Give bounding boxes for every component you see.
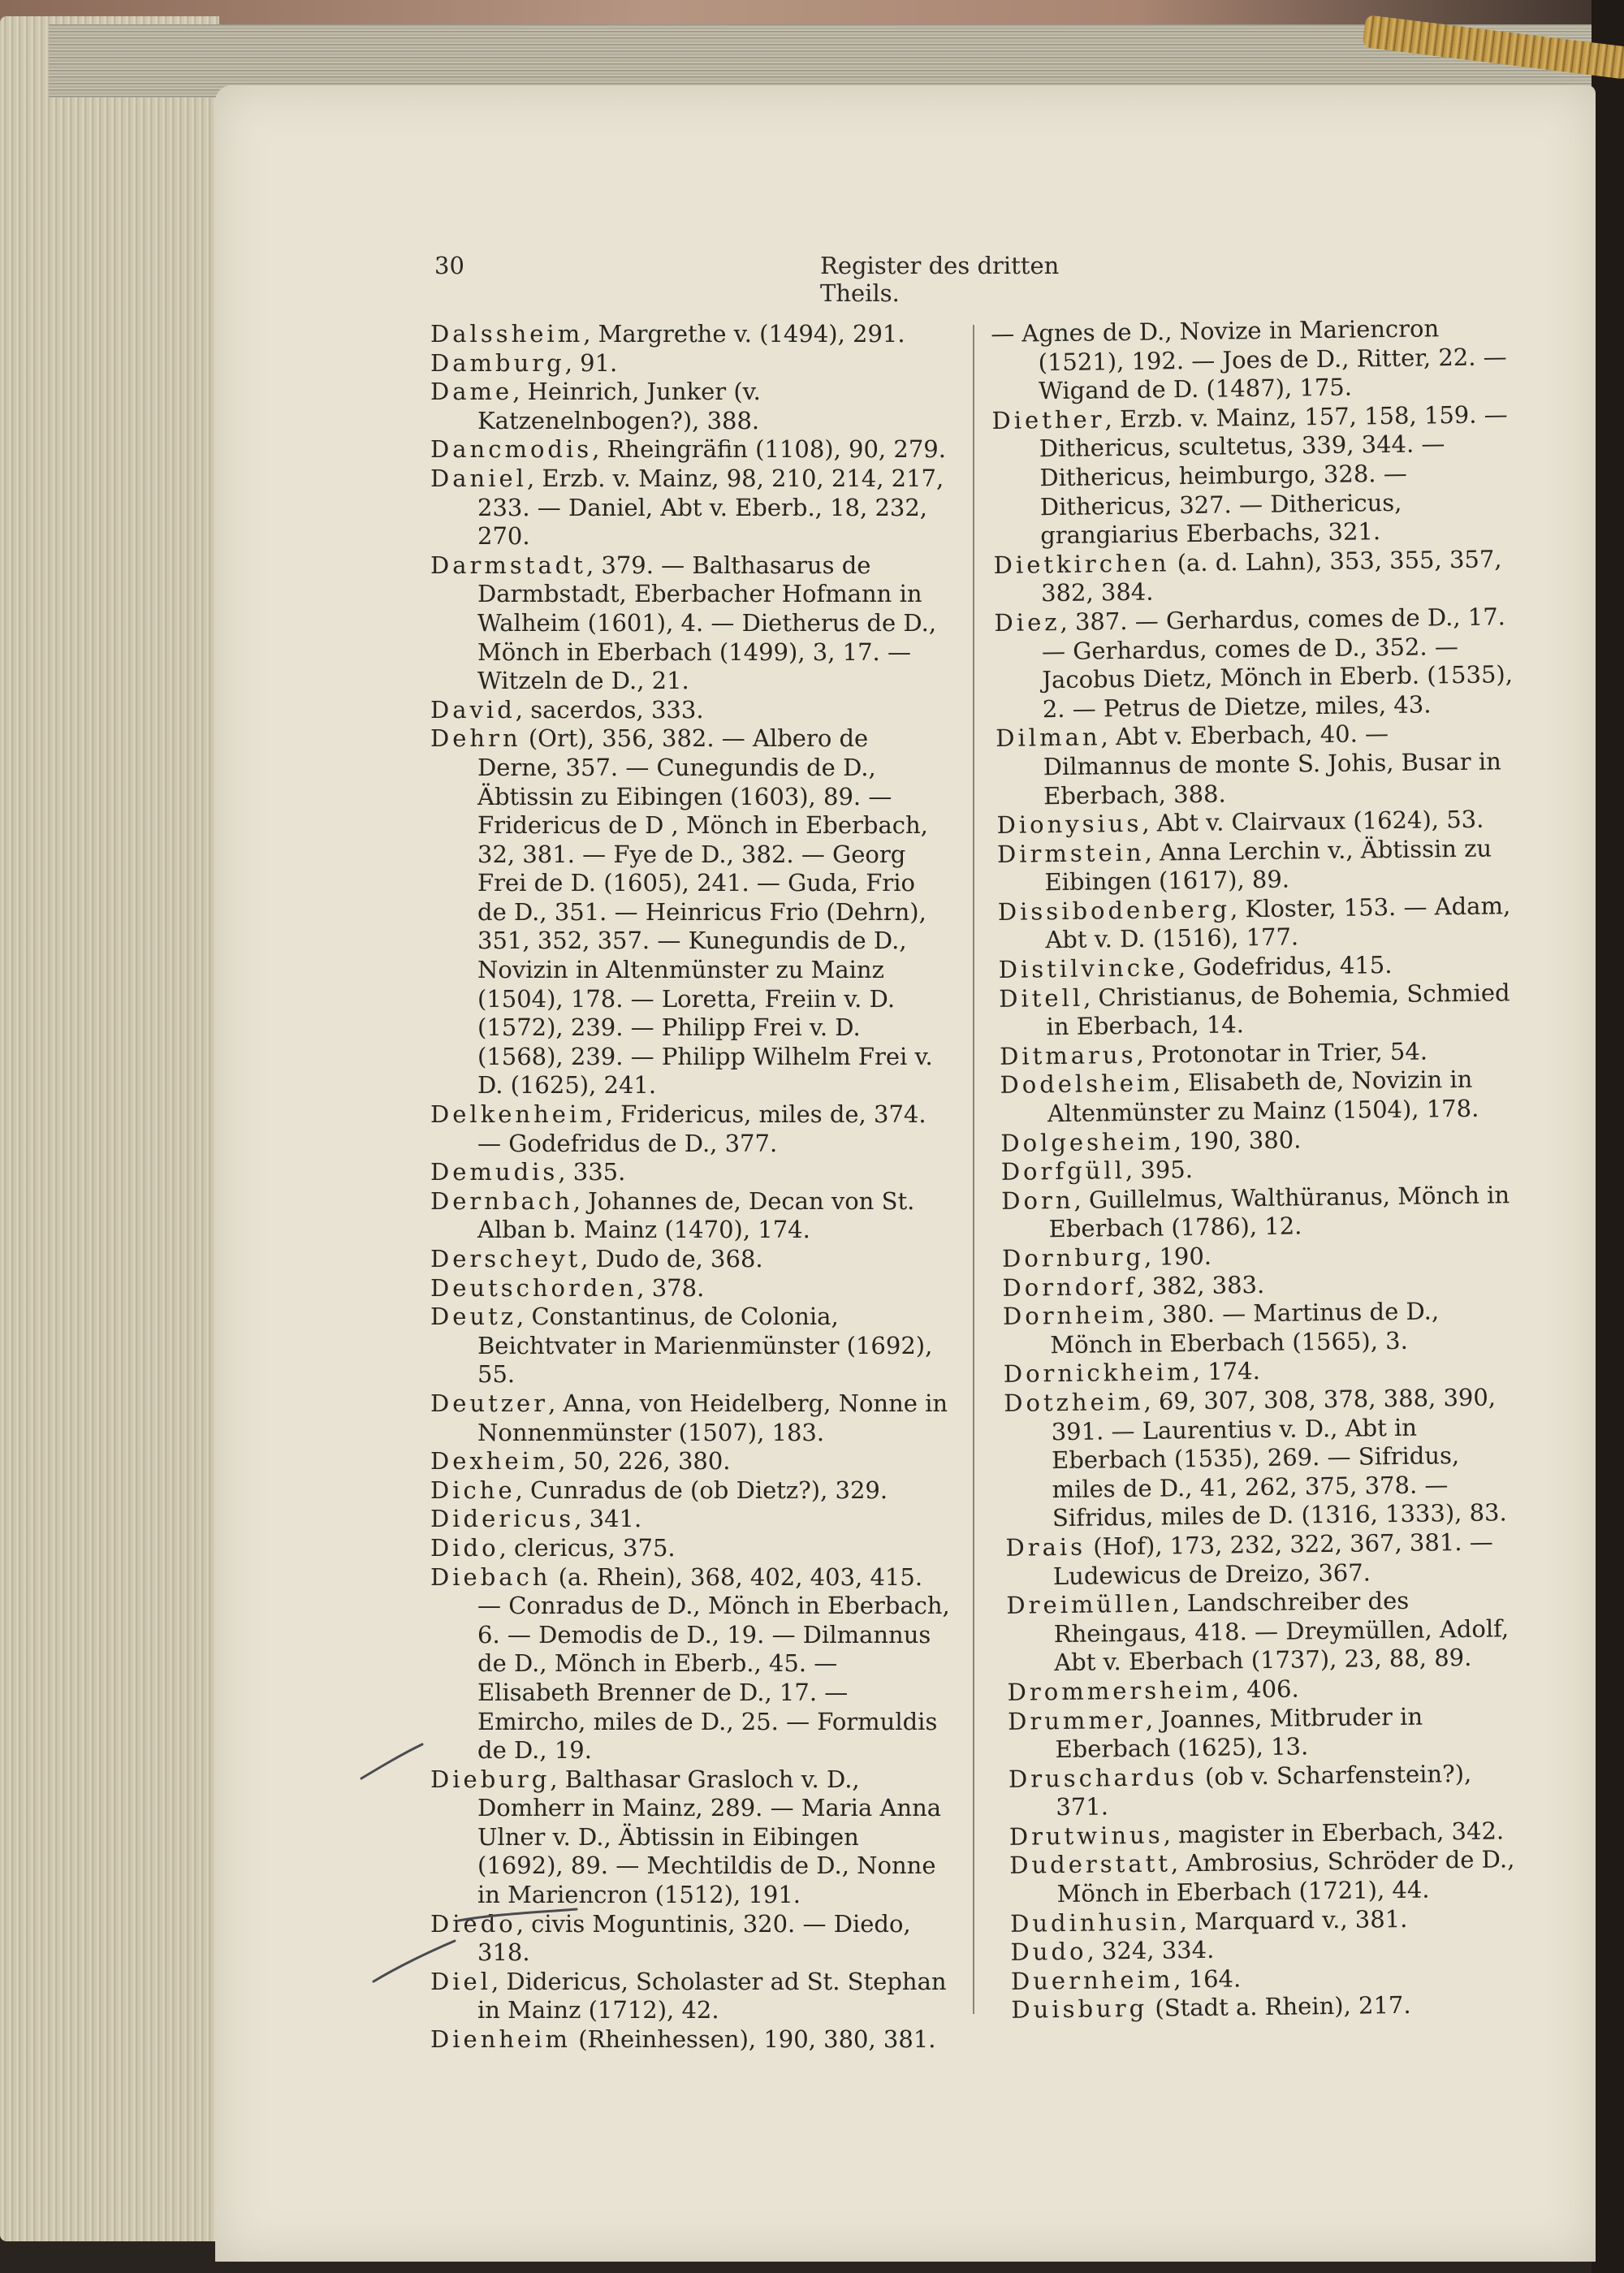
index-text: , Marquard v., 381.	[1179, 1904, 1408, 1935]
index-entry	[430, 1245, 950, 1274]
index-keyword: Daniel	[430, 464, 527, 492]
index-entry	[430, 551, 950, 696]
index-keyword: Dissibodenberg	[997, 895, 1231, 926]
index-text: (Ort), 356, 382. — Albero de Derne, 357. — Cunegundis de D., Äbtissin zu Eibingen (1603), 89. — Fridericus de D , Mönch in Eberbach, 32, 381. — Fye de D., 382. — Georg Frei de D. (1605), 241. — Guda, Frio de D., 351. — Heinricus Frio (Dehrn), 351, 352, 357. — Kunegundis de D., Novizin in Altenmünster zu Mainz (1504), 178. — Loretta, Freiin v. D. (1572), 239. — Philipp Frei v. D. (1568), 239. — Philipp Wilhelm Frei v. D. (1625), 241.	[477, 724, 933, 1100]
index-keyword: Dernbach	[430, 1186, 573, 1215]
index-keyword: Dorfgüll	[1000, 1156, 1126, 1186]
index-text: , Fridericus, miles de, 374. — Godefridus de D., 377.	[477, 1100, 926, 1157]
index-entry	[1009, 1846, 1530, 1910]
index-keyword: Didericus	[430, 1505, 575, 1533]
index-entry	[1006, 1585, 1527, 1679]
index-text: , Johannes de, Decan von St. Alban b. Mainz (1470), 174.	[477, 1186, 915, 1244]
index-keyword: David	[430, 695, 516, 724]
index-keyword: Drummer	[1007, 1705, 1147, 1735]
index-keyword: Duisburg	[1011, 1994, 1148, 2025]
index-keyword: Diez	[994, 607, 1060, 637]
index-text: , Abt v. Clairvaux (1624), 53.	[1142, 805, 1484, 837]
index-entry	[430, 1187, 950, 1245]
index-text: , 324, 334.	[1086, 1936, 1215, 1965]
index-text: , 387. — Gerhardus, comes de D., 17. — Gerhardus, comes de D., 352. — Jacobus Dietz, Mönch in Eberb. (1535), 2. — Petrus de Dietze, miles, 43.	[1041, 603, 1514, 723]
index-keyword: Dienheim	[430, 2025, 571, 2054]
index-keyword: Dancmodis	[430, 435, 593, 464]
index-keyword: Deutz	[430, 1303, 517, 1331]
index-entry	[991, 313, 1511, 407]
index-text: (a. Rhein), 368, 402, 403, 415. — Conradus de D., Mönch in Eberbach, 6. — Demodis de D., 19. — Dilmannus de D., Mönch in Eberb., 45. — Elisabeth Brenner de D., 17. — Emircho, miles de D., 25. — Formuldis de D., 19.	[477, 1562, 950, 1765]
index-entry	[998, 892, 1518, 956]
index-keyword: Druschardus	[1008, 1762, 1199, 1793]
index-entry	[1004, 1383, 1525, 1534]
index-keyword: Dehrn	[430, 724, 521, 753]
index-column-left	[430, 320, 950, 2055]
index-keyword: Dilman	[996, 723, 1101, 753]
index-entry	[430, 1505, 950, 1534]
index-text: , magister in Eberbach, 342.	[1163, 1817, 1505, 1849]
index-text: , Balthasar Grasloch v. D., Domherr in Mainz, 289. — Maria Anna Ulner v. D., Äbtissin in Eibingen (1692), 89. — Mechtildis de D., Nonne in Mariencron (1512), 191.	[477, 1765, 942, 1909]
index-keyword: Diether	[991, 405, 1105, 434]
pencil-mark-dieburg	[357, 1738, 430, 1787]
index-keyword: Damburg	[430, 348, 565, 377]
index-entry	[430, 465, 950, 551]
index-text: , 164.	[1173, 1964, 1242, 1994]
index-text: , 91.	[564, 348, 618, 377]
index-text: , 380. — Martinus de D., Mönch in Eberbach (1565), 3.	[1050, 1297, 1440, 1359]
index-keyword: Deutzer	[430, 1389, 549, 1417]
index-keyword: Dreimüllen	[1006, 1589, 1173, 1620]
index-keyword: Drais	[1005, 1532, 1086, 1562]
index-text: , Anna Lerchin v., Äbtissin zu Eibingen (1617), 89.	[1044, 834, 1492, 897]
index-text: , Rheingräfin (1108), 90, 279.	[592, 435, 946, 464]
index-keyword: Diebach	[430, 1562, 551, 1591]
index-text: , Cunradus de (ob Dietz?), 329.	[515, 1476, 888, 1504]
index-keyword: Deutschorden	[430, 1273, 637, 1302]
index-text: , Landschreiber des Rheingaus, 418. — Dreymüllen, Adolf, Abt v. Eberbach (1737), 23, 88, 89.	[1053, 1586, 1510, 1677]
index-text: , Erzb. v. Mainz, 157, 158, 159. — Dithericus, scultetus, 339, 344. — Dithericus, heimburgo, 328. — Dithericus, 327. — Dithericus, grangiarius Eberbachs, 321.	[1039, 400, 1508, 550]
index-text: , clericus, 375.	[499, 1533, 676, 1562]
index-text: , Dudo de, 368.	[581, 1245, 763, 1273]
index-column-right	[991, 313, 1531, 2025]
index-entry	[999, 979, 1519, 1043]
index-text: , Heinrich, Junker (v. Katzenelnbogen?), 388.	[477, 378, 761, 434]
index-text: , 395.	[1125, 1156, 1194, 1185]
index-entry	[1005, 1528, 1526, 1592]
index-keyword: Dotzheim	[1004, 1387, 1144, 1417]
index-text: , Ambrosius, Schröder de D., Mönch in Eberbach (1721), 44.	[1056, 1845, 1515, 1908]
index-text: , Margrethe v. (1494), 291.	[583, 320, 905, 348]
index-text: , Godefridus, 415.	[1177, 951, 1393, 982]
index-text: , 382, 383.	[1137, 1270, 1265, 1300]
index-text: , Kloster, 153. — Adam, Abt v. D. (1516), 177.	[1045, 892, 1511, 954]
index-text: (Hof), 173, 232, 322, 367, 381. — Ludewicus de Dreizo, 367.	[1052, 1528, 1493, 1590]
page-number: 30	[434, 252, 464, 279]
index-text: , civis Moguntinis, 320. — Diedo, 318.	[477, 1909, 911, 1967]
index-entry	[997, 834, 1518, 898]
index-keyword: Duernheim	[1010, 1965, 1174, 1995]
index-entry	[430, 1158, 950, 1187]
index-keyword: Diedo	[430, 1909, 516, 1938]
index-keyword: Distilvincke	[998, 953, 1178, 984]
index-text: (ob v. Scharfenstein?), 371.	[1056, 1759, 1472, 1821]
running-title: Register des dritten Theils.	[820, 252, 1060, 307]
index-text: , 341.	[574, 1505, 642, 1533]
index-keyword: Duderstatt	[1009, 1849, 1172, 1880]
index-text: , Constantinus, de Colonia, Beichtvater in Marienmünster (1692), 55.	[477, 1303, 933, 1389]
index-text: , Joannes, Mitbruder in Eberbach (1625), 13.	[1055, 1702, 1423, 1764]
index-keyword: Dolgesheim	[1000, 1126, 1174, 1157]
pencil-mark-diedo	[455, 1904, 585, 1929]
index-entry	[993, 545, 1514, 609]
index-entry	[430, 1303, 950, 1389]
index-text: , Anna, von Heidelberg, Nonne in Nonnenmünster (1507), 183.	[477, 1389, 948, 1446]
index-keyword: Dionysius	[996, 809, 1142, 840]
index-text: , 174.	[1192, 1357, 1261, 1386]
right-binding	[1592, 0, 1624, 2273]
index-entry	[430, 1534, 950, 1563]
index-keyword: Darmstadt	[430, 551, 586, 579]
index-text: , Protonotar in Trier, 54.	[1136, 1037, 1428, 1069]
index-entry	[1009, 1759, 1529, 1823]
index-keyword: Dorn	[1001, 1186, 1074, 1215]
index-text: , sacerdos, 333.	[515, 695, 704, 724]
index-entry	[430, 349, 950, 378]
index-entry	[430, 378, 950, 435]
index-keyword: Dudinhusin	[1009, 1907, 1180, 1938]
index-entry	[430, 724, 950, 1100]
running-head	[434, 252, 1133, 307]
index-keyword: Dornheim	[1002, 1300, 1148, 1331]
index-entry	[430, 1563, 950, 1765]
index-entry	[430, 435, 950, 465]
index-entry	[1001, 1181, 1522, 1245]
index-entry	[1003, 1296, 1523, 1360]
index-text: , Guillelmus, Walthüranus, Mönch in Eberbach (1786), 12.	[1048, 1181, 1510, 1243]
index-text: — Agnes de D., Novize in Mariencron (1521), 192. — Joes de D., Ritter, 22. — Wigand de D. (1487), 175.	[991, 314, 1507, 405]
index-keyword: Ditmarus	[999, 1040, 1137, 1070]
index-entry	[430, 1765, 950, 1910]
index-keyword: Dido	[430, 1533, 499, 1562]
index-keyword: Dornickheim	[1003, 1358, 1194, 1389]
index-text: , Abt v. Eberbach, 40. — Dilmannus de monte S. Johis, Busar in Eberbach, 388.	[1043, 719, 1502, 810]
index-keyword: Dalssheim	[430, 320, 584, 348]
index-keyword: Dodelsheim	[1000, 1069, 1173, 1100]
index-entry	[1000, 1065, 1520, 1130]
index-entry	[430, 1968, 950, 2025]
index-text: , 69, 307, 308, 378, 388, 390, 391. — Laurentius v. D., Abt in Eberbach (1535), 269. — Sifridus, miles de D., 41, 262, 375, 378. — Sifridus, miles de D. (1316, 1333), 83.	[1051, 1383, 1507, 1532]
index-keyword: Dame	[430, 378, 513, 406]
pencil-mark-diel	[369, 1933, 459, 1990]
index-keyword: Dexheim	[430, 1447, 559, 1476]
index-text: , 335.	[558, 1158, 626, 1186]
index-entry	[991, 400, 1513, 551]
index-keyword: Delkenheim	[430, 1100, 606, 1129]
index-keyword: Dieburg	[430, 1765, 551, 1793]
index-entry	[994, 603, 1515, 724]
index-entry	[430, 2025, 950, 2055]
index-text: , 190.	[1143, 1242, 1212, 1271]
book-page-edges	[0, 16, 219, 2241]
index-keyword: Derscheyt	[430, 1245, 581, 1273]
index-text: , Didericus, Scholaster ad St. Stephan in Mainz (1712), 42.	[477, 1967, 947, 2025]
index-entry	[430, 1389, 950, 1447]
index-keyword: Diel	[430, 1967, 491, 1995]
index-text: , 50, 226, 380.	[558, 1447, 731, 1476]
index-text: , 406.	[1231, 1675, 1299, 1704]
index-entry	[430, 1447, 950, 1476]
index-text: , 379. — Balthasarus de Darmbstadt, Eberbacher Hofmann in Walheim (1601), 4. — Dietherus de D., Mönch in Eberbach (1499), 3, 17. — Witzeln de D., 21.	[477, 551, 937, 695]
index-keyword: Drutwinus	[1009, 1821, 1164, 1851]
index-entry	[430, 1100, 950, 1158]
index-keyword: Drommersheim	[1007, 1675, 1232, 1706]
index-text: , 190, 380.	[1173, 1126, 1302, 1155]
index-keyword: Demudis	[430, 1158, 559, 1186]
index-keyword: Dirmstein	[996, 838, 1145, 868]
index-text: , Elisabeth de, Novizin in Altenmünster zu Mainz (1504), 178.	[1047, 1065, 1479, 1128]
index-entry	[430, 320, 950, 349]
index-text: (Stadt a. Rhein), 217.	[1147, 1991, 1411, 2023]
index-entry	[1008, 1701, 1528, 1765]
index-text: , Christianus, de Bohemia, Schmied in Eberbach, 14.	[1046, 978, 1510, 1041]
index-keyword: Dudo	[1010, 1937, 1087, 1967]
index-entry	[430, 1476, 950, 1506]
index-entry	[430, 696, 950, 725]
column-divider	[973, 325, 974, 2014]
index-entry	[430, 1274, 950, 1303]
index-entry	[996, 718, 1516, 811]
index-text: (Rheinhessen), 190, 380, 381.	[570, 2025, 936, 2054]
index-text: , 378.	[637, 1273, 705, 1302]
index-keyword: Dietkirchen	[993, 549, 1170, 579]
index-keyword: Diche	[430, 1476, 516, 1504]
index-text: , Erzb. v. Mainz, 98, 210, 214, 217, 233. — Daniel, Abt v. Eberb., 18, 232, 270.	[477, 464, 944, 551]
index-keyword: Dornburg	[1001, 1242, 1145, 1273]
index-keyword: Dorndorf	[1002, 1272, 1138, 1302]
index-keyword: Ditell	[999, 983, 1084, 1013]
index-text: (a. d. Lahn), 353, 355, 357, 382, 384.	[1040, 545, 1502, 607]
